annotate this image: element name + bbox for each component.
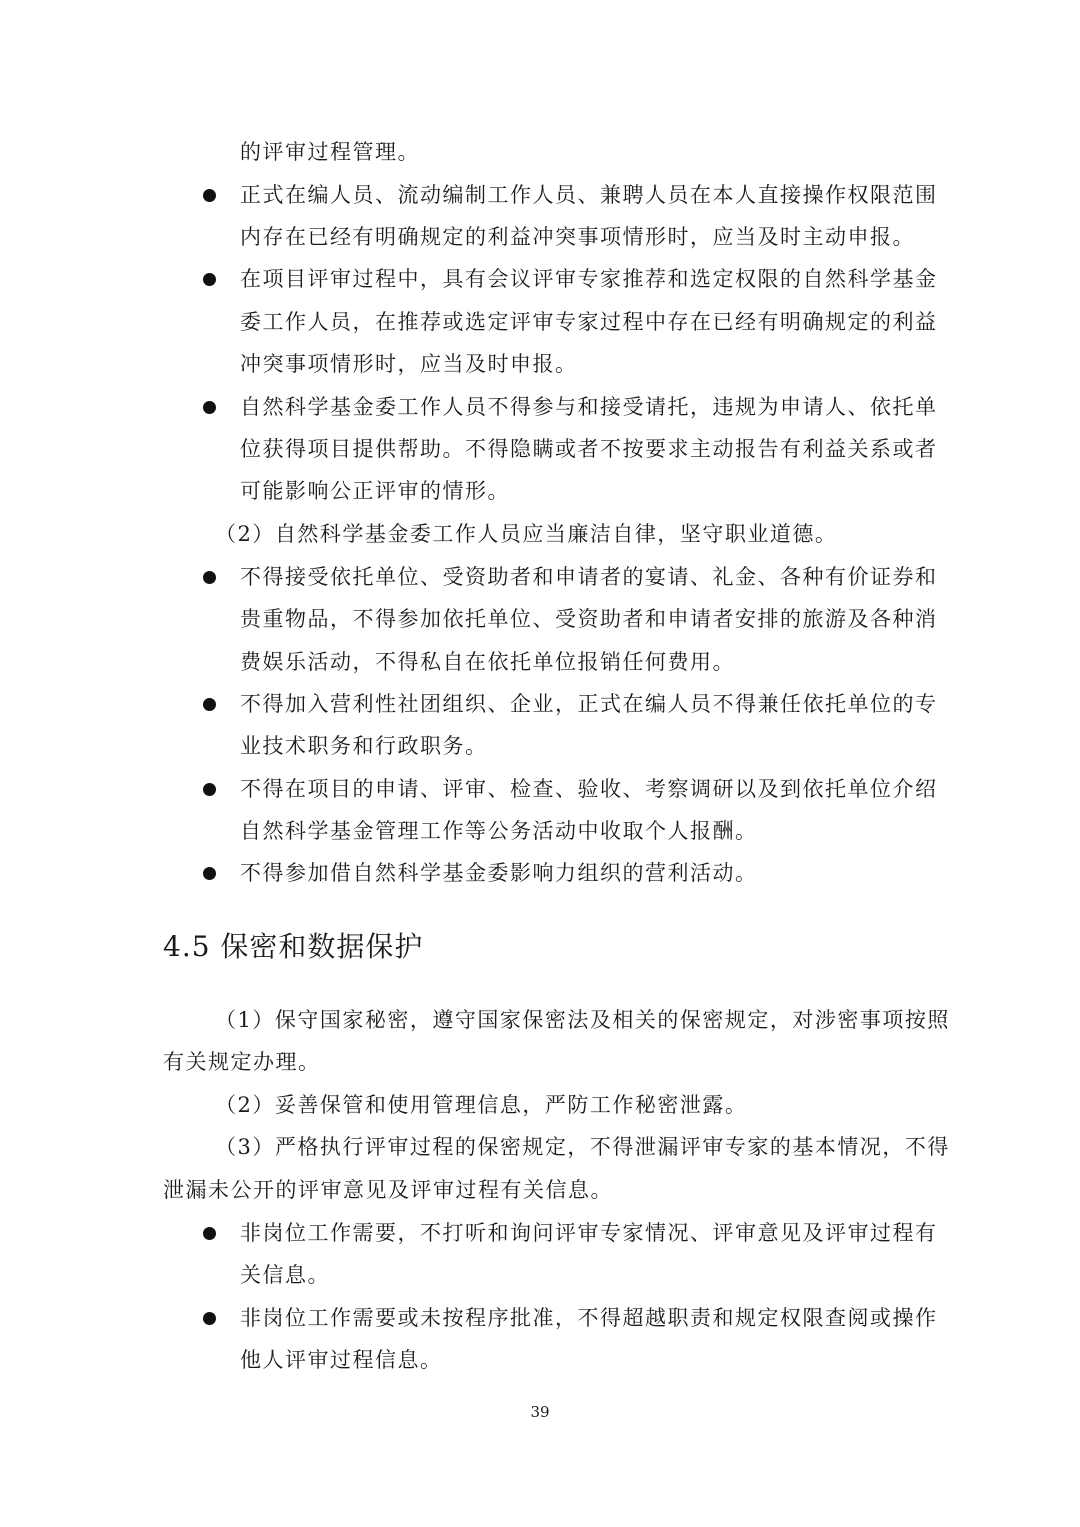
bullet-text-line: 委工作人员，在推荐或选定评审专家过程中存在已经有明确规定的利益 (240, 310, 938, 334)
section-heading: 4.5 保密和数据保护 (163, 930, 424, 963)
bullet-dot-icon (203, 571, 216, 584)
bullet-text-line: 不得加入营利性社团组织、企业，正式在编人员不得兼任依托单位的专 (240, 692, 938, 716)
bullet-text-line: 关信息。 (240, 1263, 330, 1287)
bullet-text-line: 自然科学基金管理工作等公务活动中收取个人报酬。 (240, 819, 758, 843)
bullet-text-line: 非岗位工作需要，不打听和询问评审专家情况、评审意见及评审过程有 (240, 1221, 938, 1245)
bullet-dot-icon (203, 783, 216, 796)
bullet-text-line: 冲突事项情形时，应当及时申报。 (240, 352, 578, 376)
bullet-dot-icon (203, 1312, 216, 1325)
bullet-text-line: 不得在项目的申请、评审、检查、验收、考察调研以及到依托单位介绍 (240, 777, 938, 801)
bullet-text-line: 位获得项目提供帮助。不得隐瞒或者不按要求主动报告有利益关系或者 (240, 437, 938, 461)
bullet-text-line: 他人评审过程信息。 (240, 1348, 443, 1372)
bullet-text-line: 正式在编人员、流动编制工作人员、兼聘人员在本人直接操作权限范围 (240, 183, 938, 207)
page-number: 39 (530, 1403, 550, 1421)
bullet-text-line: 不得接受依托单位、受资助者和申请者的宴请、礼金、各种有价证券和 (240, 565, 938, 589)
bullet-text-line: 自然科学基金委工作人员不得参与和接受请托，违规为申请人、依托单 (240, 395, 938, 419)
bullet-text-line: 不得参加借自然科学基金委影响力组织的营利活动。 (240, 861, 758, 885)
bullet-text-line: 可能影响公正评审的情形。 (240, 479, 510, 503)
continuation-text: 的评审过程管理。 (240, 140, 420, 164)
bullet-dot-icon (203, 698, 216, 711)
section-paragraph-2-line: （2）妥善保管和使用管理信息，严防工作秘密泄露。 (215, 1093, 748, 1117)
section-paragraph-1-line: （1）保守国家秘密，遵守国家保密法及相关的保密规定，对涉密事项按照 (215, 1008, 950, 1032)
bullet-dot-icon (203, 189, 216, 202)
section-paragraph-1-line: 有关规定办理。 (163, 1050, 321, 1074)
bullet-dot-icon (203, 401, 216, 414)
bullet-text-line: 贵重物品，不得参加依托单位、受资助者和申请者安排的旅游及各种消 (240, 607, 938, 631)
section-paragraph-3-line: 泄漏未公开的评审意见及评审过程有关信息。 (163, 1178, 613, 1202)
bullet-dot-icon (203, 1227, 216, 1240)
bullet-text-line: 内存在已经有明确规定的利益冲突事项情形时，应当及时主动申报。 (240, 225, 915, 249)
paragraph-2: （2）自然科学基金委工作人员应当廉洁自律，坚守职业道德。 (215, 522, 838, 546)
bullet-text-line: 业技术职务和行政职务。 (240, 734, 488, 758)
bullet-dot-icon (203, 273, 216, 286)
bullet-dot-icon (203, 867, 216, 880)
bullet-text-line: 非岗位工作需要或未按程序批准，不得超越职责和规定权限查阅或操作 (240, 1306, 938, 1330)
bullet-text-line: 费娱乐活动，不得私自在依托单位报销任何费用。 (240, 650, 735, 674)
bullet-text-line: 在项目评审过程中，具有会议评审专家推荐和选定权限的自然科学基金 (240, 267, 938, 291)
section-paragraph-3-line: （3）严格执行评审过程的保密规定，不得泄漏评审专家的基本情况，不得 (215, 1135, 950, 1159)
